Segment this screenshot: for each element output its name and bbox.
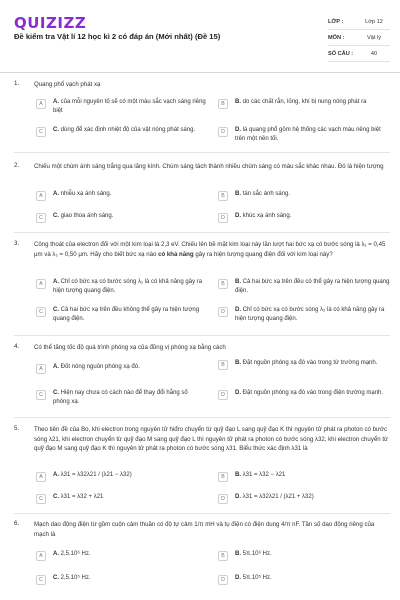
option-letter-badge: C bbox=[36, 494, 46, 504]
option-text: Đặt nguồn phóng xạ đó vào trong điện trường mạnh. bbox=[242, 390, 384, 396]
option-a[interactable]: A A. của mỗi nguyên tố sẽ có một màu sắc vạch sáng riêng biệt bbox=[36, 98, 206, 116]
question-number: 6. bbox=[14, 520, 20, 527]
option-text: Hiện nay chưa có cách nào để thay đổi hằng số phóng xạ. bbox=[53, 390, 188, 405]
option-text: giao thoa ánh sáng. bbox=[60, 213, 114, 219]
meta-label: LỚP : bbox=[328, 18, 344, 25]
option-c[interactable]: C C. Hiện nay chưa có cách nào để thay đổi hằng số phóng xạ. bbox=[36, 389, 206, 407]
option-c[interactable]: C C. Cả hai bức xạ trên đều không thể gây ra hiện tượng quang điện. bbox=[36, 306, 206, 324]
question-number: 2. bbox=[14, 162, 20, 169]
meta-row-question-count bbox=[328, 46, 390, 62]
option-text: của mỗi nguyên tố sẽ có một màu sắc vạch sáng riêng biệt bbox=[53, 99, 206, 114]
question-number: 3. bbox=[14, 240, 20, 247]
question-text: Quang phổ vạch phát xạ bbox=[34, 81, 101, 88]
option-letter-badge: B bbox=[218, 279, 228, 289]
option-text: 5π.10⁵ Hz. bbox=[242, 575, 272, 581]
meta-panel bbox=[328, 14, 390, 62]
option-letter-badge: D bbox=[218, 494, 228, 504]
option-c[interactable]: C C. giao thoa ánh sáng. bbox=[36, 212, 206, 223]
option-letter-badge: C bbox=[36, 127, 46, 137]
option-letter-badge: A bbox=[36, 472, 46, 482]
question-divider bbox=[14, 417, 390, 418]
option-a[interactable]: A A. 2,5.10⁶ Hz. bbox=[36, 550, 206, 561]
meta-value: Lớp 12 bbox=[365, 18, 383, 25]
option-text: Chỉ có bức xạ có bước sóng λ₁ là có khả năng gây ra hiện tượng quang điện. bbox=[53, 279, 203, 294]
question-text: Theo tiên đề của Bo, khi electron trong nguyên tử hiđro chuyển từ quỹ đạo L sang quỹ đạo K thì nguyên tử phát ra photon có bước sóng λ21, khi electron chuyển từ quỹ đạo M sang quỹ đạo L thì nguyên tử phát ra photon có bước sóng λ32, khi electron chuyển từ quỹ đạo M sang quỹ đạo K thì nguyên tử phát ra photon có bước sóng λ31. Biểu thức xác định λ31 là bbox=[34, 426, 389, 453]
option-text: khúc xạ ánh sáng. bbox=[242, 213, 292, 219]
option-text: 5π.10⁶ Hz. bbox=[242, 551, 272, 557]
option-b[interactable]: B B. λ31 = λ32 − λ21 bbox=[218, 471, 390, 482]
question-text: Công thoát của electron đối với một kim loại là 2,3 eV. Chiếu lên bề mặt kim loại này lần lượt hai bức xạ có bước sóng là λ₁ = 0,45 μm và λ₂ = 0,50 μm. Hãy cho biết bức xạ nào có khả năng gây ra hiện tượng quang điện đối với kim loại này? bbox=[34, 241, 386, 258]
option-letter-badge: C bbox=[36, 575, 46, 585]
option-letter-badge: B bbox=[218, 99, 228, 109]
option-letter-badge: A bbox=[36, 551, 46, 561]
meta-value: 40 bbox=[370, 50, 378, 57]
meta-row-subject bbox=[328, 30, 390, 46]
option-text: là quang phổ gồm hệ thống các vạch màu riêng biệt trên một nền tối. bbox=[235, 127, 381, 142]
meta-row-class bbox=[328, 14, 390, 30]
option-c[interactable]: C C. λ31 = λ32 + λ21 bbox=[36, 493, 206, 504]
question-divider bbox=[14, 335, 390, 336]
option-text: λ31 = λ32λ21 / (λ21 + λ32) bbox=[242, 494, 314, 500]
option-d[interactable]: D D. khúc xạ ánh sáng. bbox=[218, 212, 390, 223]
meta-label: SỐ CÂU : bbox=[328, 50, 354, 57]
question-divider bbox=[14, 232, 390, 233]
meta-value: Vật lý bbox=[367, 34, 381, 41]
option-b[interactable]: B B. do các chất rắn, lỏng, khí bị nung nóng phát ra bbox=[218, 98, 390, 109]
question-divider bbox=[14, 152, 390, 153]
option-a[interactable]: A A. Chỉ có bức xạ có bước sóng λ₁ là có khả năng gây ra hiện tượng quang điện. bbox=[36, 278, 206, 296]
option-a[interactable]: A A. nhiễu xạ ánh sáng. bbox=[36, 190, 206, 201]
option-text: 2,5.10⁶ Hz. bbox=[60, 551, 91, 557]
option-letter-badge: D bbox=[218, 127, 228, 137]
option-letter-badge: D bbox=[218, 307, 228, 317]
question-number: 5. bbox=[14, 425, 20, 432]
option-d[interactable]: D D. Chỉ có bức xạ có bước sóng λ₂ là có khả năng gây ra hiện tượng quang điện. bbox=[218, 306, 390, 324]
option-b[interactable]: B B. Đặt nguồn phóng xạ đó vào trong từ trường mạnh. bbox=[218, 359, 390, 370]
option-text: λ31 = λ32 − λ21 bbox=[242, 472, 286, 478]
option-letter-badge: B bbox=[218, 360, 228, 370]
option-letter-badge: D bbox=[218, 575, 228, 585]
option-c[interactable]: C C. dùng để xác định nhiệt độ của vật nóng phát sáng. bbox=[36, 126, 206, 137]
option-text: λ31 = λ32λ21 / (λ21 − λ32) bbox=[60, 472, 132, 478]
option-letter-badge: B bbox=[218, 472, 228, 482]
option-b[interactable]: B B. tán sắc ánh sáng. bbox=[218, 190, 390, 201]
option-b[interactable]: B B. 5π.10⁶ Hz. bbox=[218, 550, 390, 561]
option-text: 2,5.10⁵ Hz. bbox=[60, 575, 91, 581]
option-text: do các chất rắn, lỏng, khí bị nung nóng phát ra bbox=[242, 99, 367, 105]
header-divider bbox=[0, 72, 400, 73]
option-letter-badge: A bbox=[36, 191, 46, 201]
question-text: Chiếu một chùm ánh sáng trắng qua lăng kính. Chùm sáng tách thành nhiều chùm sáng có màu sắc khác nhau. Đó là hiện tượng bbox=[34, 163, 384, 170]
question-divider bbox=[14, 513, 390, 514]
question-text: Mạch dao động điện từ gồm cuộn cảm thuần có độ tự cảm 1/π mH và tụ điện có điện dung 4/π nF. Tần số dao động riêng của mạch là bbox=[34, 521, 375, 538]
option-letter-badge: D bbox=[218, 213, 228, 223]
option-b[interactable]: B B. Cả hai bức xạ trên đều có thể gây ra hiện tượng quang điện. bbox=[218, 278, 390, 296]
option-text: Cả hai bức xạ trên đều không thể gây ra hiện tượng quang điện. bbox=[53, 307, 200, 322]
meta-label: MÔN : bbox=[328, 34, 345, 41]
document-title: Đề kiểm tra Vật lí 12 học kì 2 có đáp án (Mới nhất) (Đề 15) bbox=[14, 32, 221, 41]
option-d[interactable]: D D. là quang phổ gồm hệ thống các vạch màu riêng biệt trên một nền tối. bbox=[218, 126, 390, 144]
option-letter-badge: C bbox=[36, 307, 46, 317]
option-letter-badge: A bbox=[36, 279, 46, 289]
option-text: Đặt nguồn phóng xạ đó vào trong từ trường mạnh. bbox=[242, 360, 378, 366]
option-a[interactable]: A A. Đốt nóng nguồn phóng xạ đó. bbox=[36, 363, 206, 374]
option-letter-badge: C bbox=[36, 213, 46, 223]
quizizz-logo: QUIZIZZ bbox=[14, 14, 87, 32]
option-text: tán sắc ánh sáng. bbox=[242, 191, 291, 197]
option-d[interactable]: D D. Đặt nguồn phóng xạ đó vào trong điện trường mạnh. bbox=[218, 389, 390, 400]
option-text: Chỉ có bức xạ có bước sóng λ₂ là có khả năng gây ra hiện tượng quang điện. bbox=[235, 307, 385, 322]
question-number: 1. bbox=[14, 80, 20, 87]
option-a[interactable]: A A. λ31 = λ32λ21 / (λ21 − λ32) bbox=[36, 471, 206, 482]
option-text: dùng để xác định nhiệt độ của vật nóng phát sáng. bbox=[60, 127, 196, 133]
page-header bbox=[0, 0, 400, 76]
option-d[interactable]: D D. λ31 = λ32λ21 / (λ21 + λ32) bbox=[218, 493, 390, 504]
option-letter-badge: A bbox=[36, 364, 46, 374]
option-text: Cả hai bức xạ trên đều có thể gây ra hiện tượng quang điện. bbox=[235, 279, 390, 294]
option-c[interactable]: C C. 2,5.10⁵ Hz. bbox=[36, 574, 206, 585]
option-letter-badge: B bbox=[218, 551, 228, 561]
option-text: nhiễu xạ ánh sáng. bbox=[60, 191, 112, 197]
option-letter-badge: C bbox=[36, 390, 46, 400]
option-d[interactable]: D D. 5π.10⁵ Hz. bbox=[218, 574, 390, 585]
option-letter-badge: D bbox=[218, 390, 228, 400]
option-text: Đốt nóng nguồn phóng xạ đó. bbox=[60, 364, 140, 370]
question-number: 4. bbox=[14, 343, 20, 350]
option-letter-badge: B bbox=[218, 191, 228, 201]
option-letter-badge: A bbox=[36, 99, 46, 109]
option-text: λ31 = λ32 + λ21 bbox=[60, 494, 104, 500]
question-text: Có thể tăng tốc độ quá trình phóng xạ của đồng vị phóng xạ bằng cách bbox=[34, 344, 226, 351]
